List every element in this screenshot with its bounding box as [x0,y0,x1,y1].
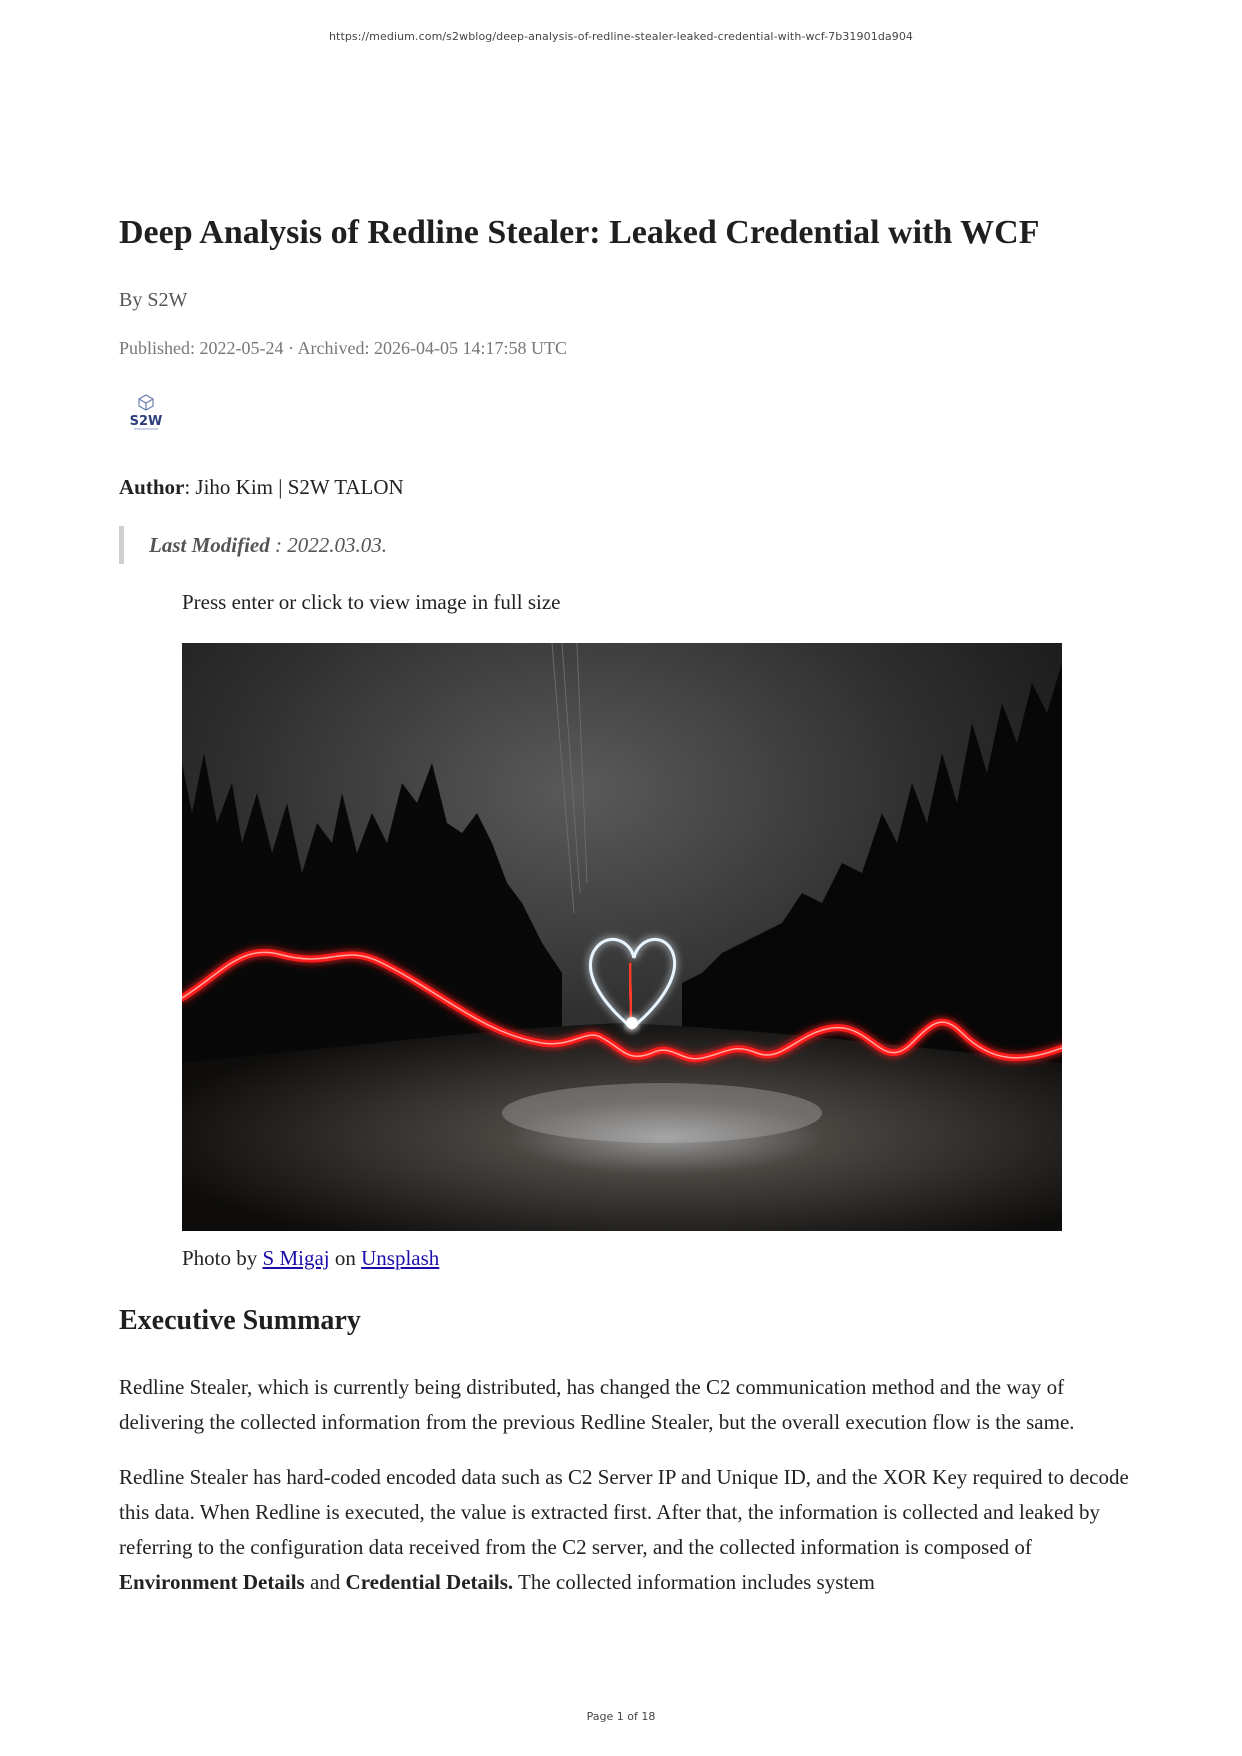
caption-prefix: Photo by [182,1246,263,1270]
unsplash-link[interactable]: Unsplash [361,1246,440,1270]
author-label: Author [119,475,185,499]
caption-middle: on [329,1246,362,1270]
author-value: : Jiho Kim | S2W TALON [184,475,404,499]
article-title: Deep Analysis of Redline Stealer: Leaked Credential with WCF [119,214,1040,251]
paragraph-2-text-c: The collected information includes system [513,1570,875,1594]
paragraph-2-text-b: and [304,1570,346,1594]
s2w-logo [128,392,164,432]
quote-value: : 2022.03.03. [269,533,387,557]
paragraph-2-text-a: Redline Stealer has hard-coded encoded data such as C2 Server IP and Unique ID, and the XOR Key required to decode this data. When Redline is executed, the value is extracted first. After that, the information is collected and leaked by referring to the configuration data received from the C2 server, and the collected information is composed of [119,1465,1129,1559]
source-url: https://medium.com/s2wblog/deep-analysis-of-redline-stealer-leaked-credential-with-wcf-7b31901da904 [328,30,914,43]
hero-photo[interactable] [182,643,1062,1231]
publish-meta: Published: 2022-05-24 · Archived: 2026-04-05 14:17:58 UTC [119,338,567,358]
page-number: Page 1 of 18 [586,1710,656,1723]
photographer-link[interactable]: S Migaj [262,1246,330,1270]
paragraph-2 [119,1460,1129,1600]
credential-details-bold: Credential Details. [345,1570,514,1594]
svg-text:S2W: S2W [129,414,163,429]
author-line [119,475,404,500]
section-heading: Executive Summary [119,1305,361,1336]
paragraph-1: Redline Stealer, which is currently being distributed, has changed the C2 communication method and the way of delivering the collected information from the previous Redline Stealer, but the overall execution flow is the same. [119,1375,1075,1434]
byline: By S2W [119,289,188,311]
photo-caption [182,1246,439,1271]
last-modified-quote [119,526,387,564]
quote-label: Last Modified [149,533,270,557]
image-fullsize-hint[interactable]: Press enter or click to view image in full size [182,590,561,614]
environment-details-bold: Environment Details [119,1570,305,1594]
